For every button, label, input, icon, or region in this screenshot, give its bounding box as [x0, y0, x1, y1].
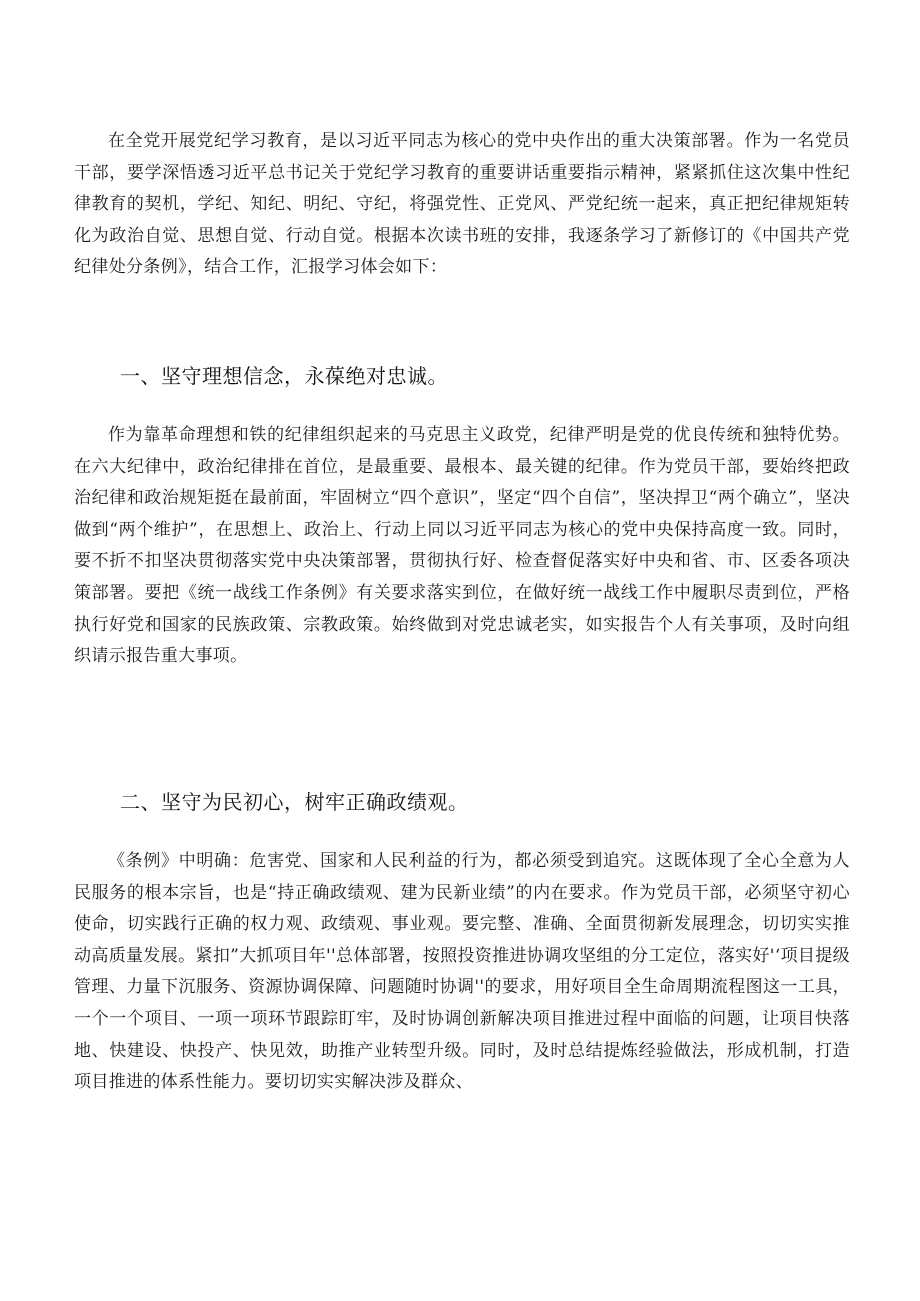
section-heading-2: 二、坚守为民初心，树牢正确政绩观。: [120, 790, 469, 814]
intro-paragraph: 在全党开展党纪学习教育，是以习近平同志为核心的党中央作出的重大决策部署。作为一名党员干部，要学深悟透习近平总书记关于党纪学习教育的重要讲话重要指示精神，紧紧抓住这次集中性纪律教育的契机，学纪、知纪、明纪、守纪，将强党性、正党风、严党纪统一起来，真正把纪律规矩转化为政治自觉、思想自觉、行动自觉。根据本次读书班的安排，我逐条学习了新修订的《中国共产党纪律处分条例》，结合工作，汇报学习体会如下：: [74, 131, 850, 278]
section-heading-1: 一、坚守理想信念，永葆绝对忠诚。: [120, 364, 448, 388]
section-1-paragraph: 作为靠革命理想和铁的纪律组织起来的马克思主义政党，纪律严明是党的优良传统和独特优势。在六大纪律中，政治纪律排在首位，是最重要、最根本、最关键的纪律。作为党员干部，要始终把政治纪律和政治规矩挺在最前面，牢固树立“四个意识”，坚定“四个自信”，坚决捍卫“两个确立”，坚决做到“两个维护”，在思想上、政治上、行动上同以习近平同志为核心的党中央保持高度一致。同时，要不折不扣坚决贯彻落实党中央决策部署，贯彻执行好、检查督促落实好中央和省、市、区委各项决策部署。要把《统一战线工作条例》有关要求落实到位，在做好统一战线工作中履职尽责到位，严格执行好党和国家的民族政策、宗教政策。始终做到对党忠诚老实，如实报告个人有关事项，及时向组织请示报告重大事项。: [74, 425, 850, 667]
section-2-paragraph: 《条例》中明确：危害党、国家和人民利益的行为，都必须受到追究。这既体现了全心全意为人民服务的根本宗旨，也是“持正确政绩观、建为民新业绩”的内在要求。作为党员干部，必须坚守初心使命，切实践行正确的权力观、政绩观、事业观。要完整、准确、全面贯彻新发展理念，切切实实推动高质量发展。紧扣”大抓项目年''总体部署，按照投资推进协调攻坚组的分工定位，落实好'‘项目提级管理、力量下沉服务、资源协调保障、问题随时协调''的要求，用好项目全生命周期流程图这一工具，一个一个项目、一项一项环节跟踪盯牢，及时协调创新解决项目推进过程中面临的问题，让项目快落地、快建设、快投产、快见效，助推产业转型升级。同时，及时总结提炼经验做法，形成机制，打造项目推进的体系性能力。要切切实实解决涉及群众、: [74, 851, 850, 1093]
